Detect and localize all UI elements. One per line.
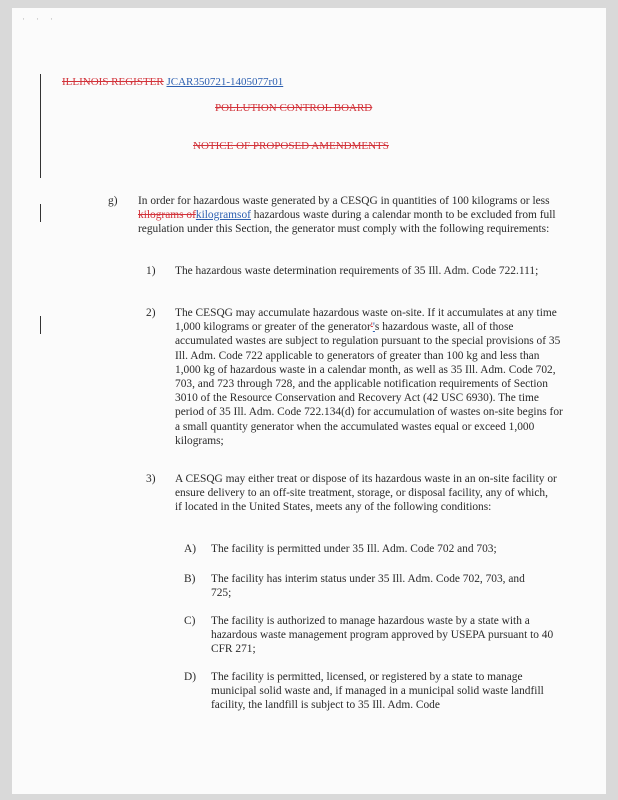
item-2-label: 2) [146,307,156,319]
section-g-deleted: kilograms of [138,209,196,222]
scan-speck: · [22,14,25,24]
item-2-text-a: The CESQG may accumulate hazardous waste on-site. If it accumulates at any time 1,000 kilograms or greater of the generator [175,307,557,334]
subitem-d-text: The facility is permitted, licensed, or registered by a state to manage municipal solid waste and, if managed in a municipal solid waste landfill facility, the landfill is subject to 35 Ill. Adm. Code [211,671,544,712]
subitem-c-text: The facility is authorized to manage hazardous waste by a state with a hazardous waste management program approved by USEPA pursuant to 40 CFR 271; [211,615,554,656]
item-2-deleted: ' [370,321,373,334]
item-3-text: A CESQG may either treat or dispose of its hazardous waste in an on-site facility or ensure delivery to an off-site treatment, storage, or disposal facility, any of which, if located in the United States, meets any of the following conditions: [175,473,557,514]
subitem-b-text: The facility has interim status under 35 Ill. Adm. Code 702, 703, and 725; [211,573,525,600]
section-g-text-b: hazardous waste during a calendar month to be excluded from full regulation under this Section, the generator must comply with the following requirements: [138,209,556,236]
register-line [62,76,283,88]
subitem-c-label: C) [184,615,196,627]
subitem-d-label: D) [184,671,197,683]
subitem-a-text: The facility is permitted under 35 Ill. Adm. Code 702 and 703; [211,543,497,555]
register-inserted: JCAR350721-1405077r01 [166,76,284,88]
document-page [12,8,606,794]
item-2-inserted: ' [372,321,375,334]
register-deleted: ILLINOIS REGISTER [62,76,164,88]
section-g-text-a: In order for hazardous waste generated by a CESQG in quantities of 100 kilograms or less [138,195,550,207]
change-bar [40,74,41,178]
notice-title: NOTICE OF PROPOSED AMENDMENTS [193,140,389,152]
section-g-text [138,194,562,237]
section-g-inserted: kilogramsof [195,209,251,222]
item-3-label: 3) [146,473,156,485]
section-g-label: g) [108,195,118,207]
change-bar [40,316,41,334]
scan-speck: · [50,14,53,24]
scan-speck: · [36,14,39,24]
board-title: POLLUTION CONTROL BOARD [215,102,373,114]
subitem-a-label: A) [184,543,197,555]
item-2-text [175,306,563,448]
subitem-b-label: B) [184,573,196,585]
item-2-text-b: s hazardous waste, all of those accumulated wastes are subject to regulation pursuant to the special provisions of 35 Ill. Adm. Code 722 applicable to generators of greater than 100 kg and less than 1,000 kg of hazardous waste in a calendar month, as well as 35 Ill. Adm. Code 702, 703, and 723 through 728, and the applicable notification requirements of Section 3010 of the Resource Conservation and Recovery Act (42 USC 6930). The time period of 35 Ill. Adm. Code 722.134(d) for accumulation of wastes on-site begins for a small quantity generator when the accumulated wastes equal or exceed 1,000 kilograms; [175,321,563,447]
change-bar [40,204,41,222]
item-1-text: The hazardous waste determination requirements of 35 Ill. Adm. Code 722.111; [175,265,539,277]
item-1-label: 1) [146,265,156,277]
